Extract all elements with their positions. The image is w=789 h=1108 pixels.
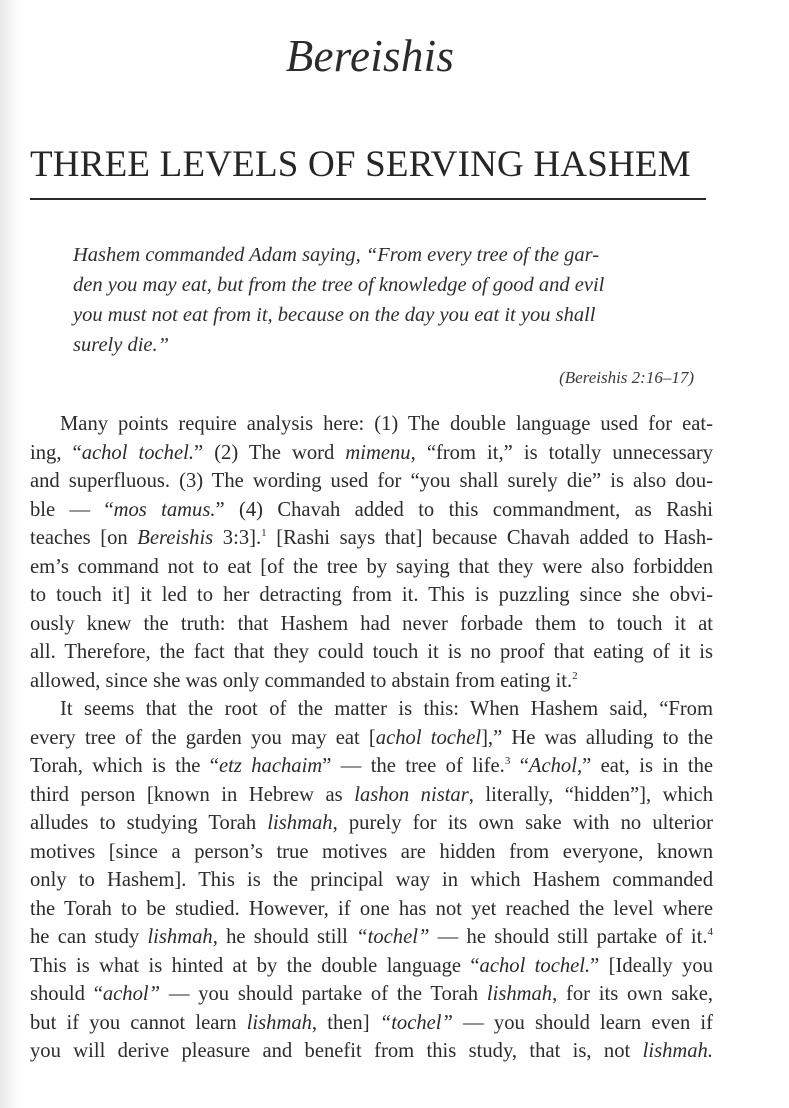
chapter-title: THREE LEVELS OF SERVING HASHEM <box>30 144 691 185</box>
text-run: 3:3]. <box>213 527 262 549</box>
epigraph-line: den you may eat, but from the tree of knowledge of good and evil <box>73 274 605 296</box>
body-line <box>30 1009 713 1038</box>
text-run: ” [Ideally you <box>590 954 713 977</box>
text-run: em’s command not to eat [of the tree by saying that they were also forbidden <box>30 555 713 578</box>
text-run: — you should partake of the Torah <box>160 983 487 1005</box>
text-run: ing, “ <box>30 441 82 464</box>
text-run: [Rashi says that] because Chavah added to Hash- <box>266 527 714 549</box>
text-run: the Torah to be studied. However, if one has not yet reached the level where <box>30 897 713 920</box>
epigraph-quote <box>73 240 605 360</box>
italic-term: achol tochel. <box>81 441 194 464</box>
body-line <box>30 581 713 610</box>
body-line <box>30 524 713 553</box>
text-run: all. Therefore, the fact that they could touch it is no proof that eating of it is <box>30 641 713 663</box>
text-run: ” (4) Chavah added to this commandment, as Rashi <box>215 498 714 521</box>
text-run: — he should still partake of it. <box>429 926 708 948</box>
italic-term: “tochel” <box>356 926 430 948</box>
text-run: Many points require analysis here: (1) The double language used for eat- <box>60 413 713 435</box>
italic-term: “tochel” <box>379 1011 453 1034</box>
body-line <box>30 838 713 867</box>
text-run: , then] <box>311 1011 380 1034</box>
text-run: ” (2) The word <box>193 441 346 464</box>
body-line <box>30 638 713 667</box>
italic-term: lishmah <box>246 1011 312 1034</box>
italic-term: Achol, <box>528 755 583 777</box>
body-line <box>30 952 713 981</box>
italic-term: etz hachaim <box>218 755 323 777</box>
text-run: This is what is hinted at by the double language “ <box>30 954 480 977</box>
text-run: ously knew the truth: that Hashem had never forbade them to touch it at <box>30 612 713 635</box>
title-rule <box>30 198 706 200</box>
text-run: teaches [on <box>30 527 138 549</box>
italic-term: lishmah <box>147 926 213 948</box>
text-run: ble — “ <box>30 498 114 521</box>
body-line <box>30 667 713 696</box>
body-line <box>30 496 713 525</box>
footnote-marker: 3 <box>504 755 511 768</box>
text-run: ],” He was alluding to the <box>481 726 713 749</box>
epigraph-line: Hashem commanded Adam saying, “From every tree of the gar- <box>73 244 600 266</box>
body-line <box>30 895 713 924</box>
text-run: you will derive pleasure and benefit from this study, that is, not <box>30 1040 643 1062</box>
text-run: to touch it] it led to her detracting from it. This is puzzling since she obvi- <box>30 584 713 606</box>
text-run: only to Hashem]. This is the principal way in which Hashem commanded <box>30 869 713 891</box>
text-run: but if you cannot learn <box>30 1011 247 1034</box>
text-run: every tree of the garden you may eat [ <box>30 726 376 749</box>
body-line <box>30 923 713 952</box>
epigraph-line: you must not eat from it, because on the day you eat it you shall <box>73 304 596 326</box>
text-run: third person [known in Hebrew as <box>30 783 355 806</box>
running-head: Bereishis <box>285 31 455 81</box>
text-run: “ <box>510 755 529 777</box>
body-line <box>30 809 713 838</box>
body-line <box>30 724 713 753</box>
body-line <box>30 1037 713 1066</box>
text-run: should “ <box>30 983 103 1005</box>
footnote-marker: 1 <box>261 527 267 540</box>
italic-term: mos tamus. <box>113 498 216 521</box>
text-run: ” eat, is in the <box>582 755 714 777</box>
italic-term: mimenu <box>345 441 411 464</box>
text-run: , literally, “hidden”], which <box>468 783 713 806</box>
italic-term: achol” <box>102 983 161 1005</box>
body-line <box>30 752 713 781</box>
italic-term: Bereishis <box>137 527 214 549</box>
footnote-marker: 4 <box>707 926 713 939</box>
text-run: , purely for its own sake with no ulterior <box>332 812 714 834</box>
text-run: — you should learn even if <box>452 1011 713 1034</box>
footnote-marker: 2 <box>572 669 578 682</box>
text-run: , he should still <box>212 926 357 948</box>
body-line <box>30 410 713 439</box>
text-run: allowed, since she was only commanded to abstain from eating it. <box>30 669 573 692</box>
text-run: motives [since a person’s true motives are hidden from everyone, known <box>30 840 713 863</box>
text-run: , for its own sake, <box>552 983 713 1005</box>
body-line <box>30 695 713 724</box>
body-line <box>30 781 713 810</box>
italic-term: achol tochel <box>375 726 482 749</box>
text-run: , “from it,” is totally unnecessary <box>410 441 713 464</box>
body-line <box>30 467 713 496</box>
italic-term: lishmah. <box>642 1040 713 1062</box>
italic-term: achol tochel. <box>479 954 591 977</box>
text-run: Torah, which is the “ <box>30 755 219 777</box>
epigraph-line: surely die.” <box>73 334 170 356</box>
text-run: he can study <box>30 926 148 948</box>
body-line <box>30 866 713 895</box>
italic-term: lishmah <box>267 812 333 834</box>
body-line <box>30 610 713 639</box>
text-run: alludes to studying Torah <box>30 812 268 834</box>
text-run: It seems that the root of the matter is this: When Hashem said, “From <box>60 698 713 720</box>
text-run: ” — the tree of life. <box>322 755 505 777</box>
body-line <box>30 439 713 468</box>
italic-term: lishmah <box>486 983 553 1005</box>
body-line <box>30 980 713 1009</box>
page-edge-shadow <box>0 0 22 1108</box>
body-text <box>30 410 713 1066</box>
epigraph-source: (Bereishis 2:16–17) <box>559 368 694 387</box>
body-line <box>30 553 713 582</box>
text-run: and superfluous. (3) The wording used for “you shall surely die” is also dou- <box>30 470 713 492</box>
italic-term: lashon nistar <box>354 783 469 806</box>
